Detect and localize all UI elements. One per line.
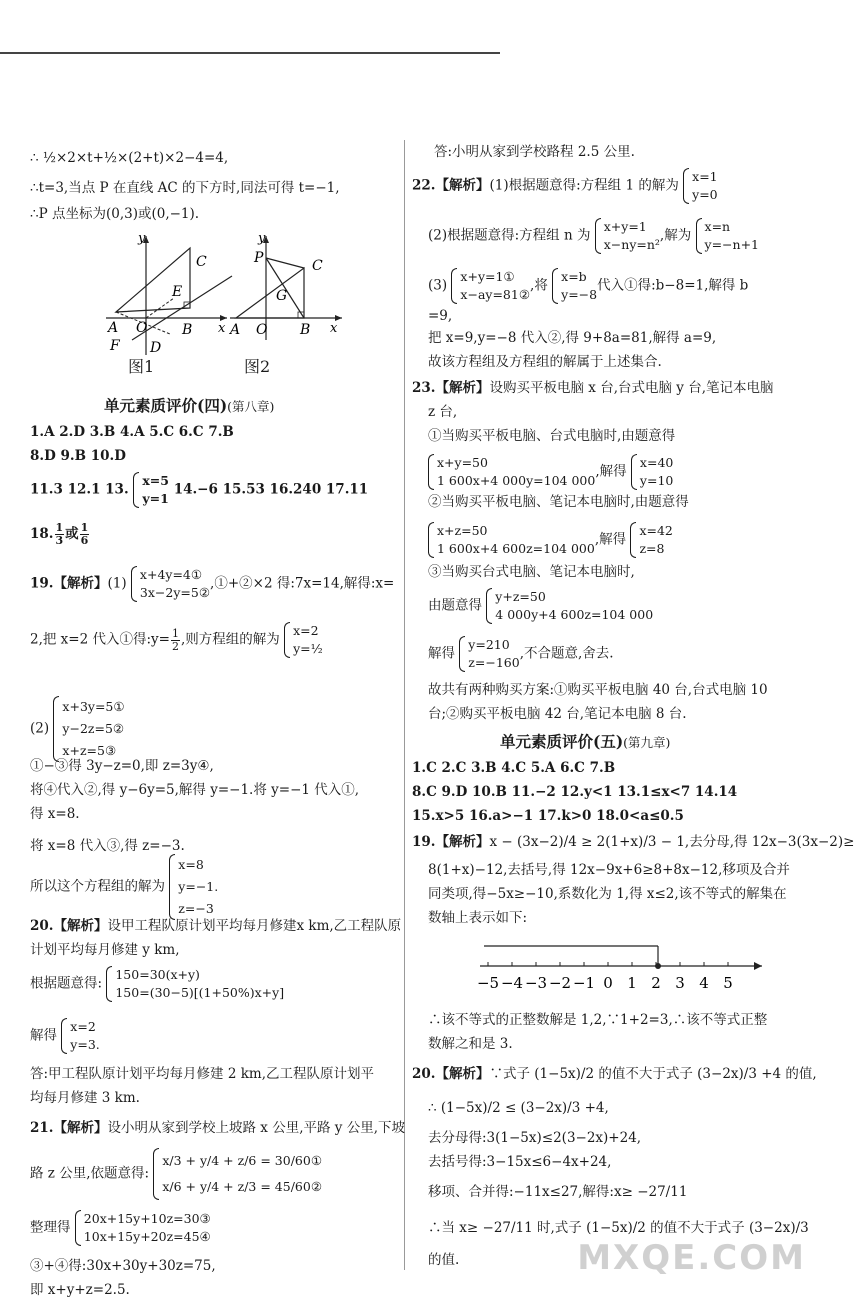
fig2-label-y: y	[257, 231, 266, 246]
eq-row: x=8	[178, 854, 218, 876]
denominator: 3	[56, 535, 64, 547]
fig2-label-o: O	[256, 322, 268, 338]
column-divider	[404, 140, 405, 1270]
q19-line1	[30, 566, 394, 602]
equation-system	[595, 218, 660, 254]
eq-row: y=3.	[70, 1036, 99, 1054]
text-line: 将 x=8 代入③,得 z=−3.	[30, 836, 185, 856]
axis-tick-label: 5	[723, 974, 733, 992]
answers-row	[30, 472, 368, 508]
fig2-label-g: G	[276, 288, 287, 304]
answers-row: 1.C 2.C 3.B 4.C 5.A 6.C 7.B	[412, 758, 615, 778]
fig1-label-b: B	[181, 322, 192, 338]
fig1-label-d: D	[149, 340, 161, 356]
text-line: 把 x=9,y=−8 代入②,得 9+8a=81,解得 a=9,	[428, 328, 716, 348]
figure-2-caption: 图2	[244, 354, 270, 377]
eq-row: x+3y=5①	[62, 696, 124, 718]
numerator: 1	[80, 522, 90, 535]
text: ,将	[530, 278, 548, 294]
equation-system	[696, 218, 760, 254]
equation-system	[459, 636, 519, 672]
text-line: 即 x+y+z=2.5.	[30, 1280, 130, 1300]
axis-tick-label: 4	[699, 974, 709, 992]
answers-text: 或	[65, 526, 79, 542]
eq-row: 150=(30−5)[(1+50%)x+y]	[115, 984, 284, 1002]
q21-line3	[30, 1210, 211, 1246]
eq-row: x=40	[640, 454, 673, 472]
answers-text: 14.−6 15.53 16.240 17.11	[174, 482, 369, 498]
text-line: ①当购买平板电脑、台式电脑时,由题意得	[428, 426, 675, 446]
numerator: 1	[171, 628, 180, 641]
q-tag: 19.【解析】	[30, 576, 108, 592]
fraction	[171, 628, 180, 653]
fig2-label-b: B	[299, 322, 310, 338]
eq-row: z=−160	[468, 654, 519, 672]
text-line: 计划平均每月修建 y km,	[30, 940, 179, 960]
figure-1	[102, 230, 232, 360]
fig1-label-o: O	[136, 320, 148, 336]
fig1-label-e: E	[171, 284, 182, 300]
equation-system	[630, 522, 672, 558]
axis-tick-label: −2	[549, 974, 571, 992]
eq-row: z=−3	[178, 898, 218, 920]
eq-row: 1 600x+4 600z=104 000	[437, 540, 595, 558]
axis-tick-label: 2	[651, 974, 661, 992]
eq-row: 20x+15y+10z=30③	[84, 1210, 211, 1228]
q21-line2	[30, 1148, 322, 1200]
axis-tick-label: 3	[675, 974, 685, 992]
eq-row: x+z=50	[437, 522, 595, 540]
eq-row: x−ay=81②	[460, 286, 530, 304]
text: 解得	[428, 646, 455, 662]
text-line: ∴ ½×2×t+½×(2+t)×2−4=4,	[30, 148, 228, 168]
equation-system	[428, 454, 595, 490]
answers-row: 8.C 9.D 10.B 11.−2 12.y<1 13.1≤x<7 14.14	[412, 782, 737, 802]
answers-row: 8.D 9.B 10.D	[30, 446, 126, 466]
answers-row	[30, 522, 90, 547]
text-line: 移项、合并得:−11x≤27,解得:x≥ −27/11	[428, 1182, 687, 1202]
text: 设小明从家到学校上坡路 x 公里,平路 y 公里,下坡	[108, 1120, 406, 1136]
eq-row: x=b	[561, 268, 597, 286]
eq-row: 4 000y+4 600z=104 000	[495, 606, 653, 624]
fig2-label-p: P	[253, 250, 264, 266]
fig2-label-c: C	[312, 258, 323, 274]
equation-system	[75, 1210, 211, 1246]
fig2-label-x: x	[330, 321, 338, 336]
text: ,则方程组的解为	[181, 632, 280, 648]
equation-system	[61, 1018, 99, 1054]
text-line: 答:小明从家到学校路程 2.5 公里.	[434, 142, 635, 162]
top-rule	[0, 52, 500, 54]
q23-sysB	[428, 522, 673, 558]
equation-system	[169, 854, 218, 920]
text-line: ③+④得:30x+30y+30z=75,	[30, 1256, 216, 1276]
text-line: ②当购买平板电脑、笔记本电脑时,由题意得	[428, 492, 689, 512]
numerator: 1	[55, 522, 65, 535]
q-tag: 23.【解析】	[412, 380, 490, 396]
eq-row: y=10	[640, 472, 673, 490]
eq-row: x+y=50	[437, 454, 595, 472]
text-line: 去分母得:3(1−5x)≤2(3−2x)+24,	[428, 1128, 641, 1148]
text: ,解为	[660, 228, 691, 244]
eq-row: y=1	[142, 490, 169, 508]
axis-tick-label: −5	[477, 974, 499, 992]
eq-row: x=5	[142, 472, 169, 490]
text-line: 8(1+x)−12,去括号,得 12x−9x+6≥8+8x−12,移项及合并	[428, 860, 790, 880]
eq-row: x+y=1①	[460, 268, 530, 286]
axis-tick-label: −4	[501, 974, 523, 992]
text-line: ∴t=3,当点 P 在直线 AC 的下方时,同法可得 t=−1,	[30, 178, 340, 198]
watermark: MXQE.COM	[577, 1238, 806, 1278]
eq-row: y=210	[468, 636, 519, 654]
text-line: 故共有两种购买方案:①购买平板电脑 40 台,台式电脑 10	[428, 680, 768, 700]
q20-line3	[30, 966, 284, 1002]
text-line: 均每月修建 3 km.	[30, 1088, 140, 1108]
equation-system	[683, 168, 718, 204]
text-line: z 台,	[428, 402, 457, 422]
eq-row: x+z=5③	[62, 740, 124, 762]
q20r-line1	[412, 1064, 817, 1084]
text: (2)根据题意得:方程组 n 为	[428, 228, 590, 244]
q-tag: 19.【解析】	[412, 834, 490, 850]
section-chapter: (第九章)	[623, 735, 670, 750]
eq-row: x=1	[692, 168, 718, 186]
text: ,①+②×2 得:7x=14,解得:x=	[210, 576, 394, 592]
q19-line2	[30, 622, 323, 658]
figure-2	[226, 230, 346, 360]
text-line: ③当购买台式电脑、笔记本电脑时,	[428, 562, 635, 582]
q-tag: 20.【解析】	[30, 918, 108, 934]
section-title-text: 单元素质评价(四)	[104, 396, 227, 415]
equation-system	[428, 522, 595, 558]
eq-row: z=8	[639, 540, 672, 558]
eq-row: x=2	[293, 622, 323, 640]
text: (2)	[30, 721, 49, 737]
text-line: 得 x=8.	[30, 804, 80, 824]
eq-row: x+4y=4①	[140, 566, 210, 584]
text: 设甲工程队原计划平均每月修建x km,乙工程队原	[108, 918, 402, 934]
axis-tick-label: 0	[603, 974, 613, 992]
q23-solC	[428, 636, 614, 672]
fig1-label-y: y	[137, 231, 146, 246]
eq-row: 3x−2y=5②	[140, 584, 210, 602]
text-line: 将④代入②,得 y−6y=5,解得 y=−1.将 y=−1 代入①,	[30, 780, 359, 800]
q19-final	[30, 854, 218, 920]
text-line: 答:甲工程队原计划平均每月修建 2 km,乙工程队原计划平	[30, 1064, 374, 1084]
eq-row: y=0	[692, 186, 718, 204]
q23-sysC	[428, 588, 653, 624]
equation-system	[631, 454, 673, 490]
text: 路 z 公里,依题意得:	[30, 1166, 149, 1182]
text-line: ①−③得 3y−z=0,即 z=3y④,	[30, 756, 214, 776]
text-line: 同类项,得−5x≥−10,系数化为 1,得 x≤2,该不等式的解集在	[428, 884, 787, 904]
fraction	[80, 522, 90, 547]
q22-line2	[428, 218, 759, 254]
fig1-label-a: A	[106, 320, 118, 336]
text-line: ∴当 x≥ −27/11 时,式子 (1−5x)/2 的值不大于式子 (3−2x)/3	[428, 1218, 809, 1238]
eq-row: x/3 + y/4 + z/6 = 30/60①	[162, 1148, 322, 1174]
answers-row: 15.x>5 16.a>−1 17.k>0 18.0<a≤0.5	[412, 806, 684, 826]
text-line: 数解之和是 3.	[428, 1034, 513, 1054]
eq-row: y=−n+1	[705, 236, 760, 254]
fraction	[55, 522, 65, 547]
text: 根据题意得:	[30, 976, 102, 992]
denominator: 2	[172, 641, 179, 653]
section-chapter: (第八章)	[227, 399, 274, 414]
text: (1)根据题意得:方程组 1 的解为	[490, 178, 679, 194]
text-line: 去括号得:3−15x≤6−4x+24,	[428, 1152, 611, 1172]
q22-line3	[428, 268, 748, 304]
text: 解得	[30, 1028, 57, 1044]
equation-system	[451, 268, 530, 304]
fig1-label-x: x	[218, 321, 226, 336]
axis-tick-label: −1	[573, 974, 595, 992]
q-tag: 22.【解析】	[412, 178, 490, 194]
text-line: ∴ (1−5x)/2 ≤ (3−2x)/3 +4,	[428, 1098, 609, 1118]
eq-row: y=−8	[561, 286, 597, 304]
answers-row: 1.A 2.D 3.B 4.A 5.C 6.C 7.B	[30, 422, 234, 442]
text-line: =9,	[428, 306, 452, 326]
text: ,不合题意,舍去.	[520, 646, 614, 662]
q-tag: 20.【解析】	[412, 1066, 490, 1082]
text-line: ∴该不等式的正整数解是 1,2,∵1+2=3,∴该不等式正整	[428, 1010, 767, 1030]
q23-line1	[412, 378, 774, 398]
eq-row: y=½	[293, 640, 323, 658]
section-title-text: 单元素质评价(五)	[500, 732, 623, 751]
answers-text: 18.	[30, 526, 54, 542]
text: x − (3x−2)/4 ≥ 2(1+x)/3 − 1,去分母,得 12x−3(3x−2)≥	[490, 834, 854, 850]
q20-line4	[30, 1018, 100, 1054]
equation-system	[486, 588, 653, 624]
text: 整理得	[30, 1220, 71, 1236]
text-line: 数轴上表示如下:	[428, 908, 527, 928]
fig1-label-c: C	[196, 254, 207, 270]
figure-1-caption: 图1	[128, 354, 154, 377]
eq-row: x=42	[639, 522, 672, 540]
equation-system	[106, 966, 284, 1002]
eq-row: x=n	[705, 218, 760, 236]
equation-system	[552, 268, 597, 304]
eq-row: y=−1.	[178, 876, 218, 898]
axis-tick-label: −3	[525, 974, 547, 992]
q22-line1	[412, 168, 718, 204]
eq-row: x=2	[70, 1018, 99, 1036]
text-line: 台;②购买平板电脑 42 台,笔记本电脑 8 台.	[428, 704, 687, 724]
answers-text: 11.3 12.1 13.	[30, 482, 129, 498]
eq-row: x/6 + y/4 + z/3 = 45/60②	[162, 1174, 322, 1200]
q19-line3	[30, 696, 125, 762]
q20-line1	[30, 916, 401, 936]
equation-system	[153, 1148, 322, 1200]
fig1-label-f: F	[109, 338, 121, 354]
q-tag: 21.【解析】	[30, 1120, 108, 1136]
equation-system	[53, 696, 124, 762]
text: 2,把 x=2 代入①得:y=	[30, 632, 170, 648]
fig2-label-a: A	[228, 322, 240, 338]
eq-row: x−ny=n²	[604, 236, 660, 254]
eq-row: 10x+15y+20z=45④	[84, 1228, 211, 1246]
eq-row: y−2z=5②	[62, 718, 124, 740]
equation-system	[131, 566, 210, 602]
text: ,解得	[595, 464, 626, 480]
text-line: ∴P 点坐标为(0,3)或(0,−1).	[30, 204, 199, 224]
eq-row: 150=30(x+y)	[115, 966, 284, 984]
text: (1)	[108, 576, 127, 592]
text-line: 的值.	[428, 1250, 459, 1270]
q21-line1	[30, 1118, 405, 1138]
equation-system	[133, 472, 169, 508]
eq-row: 1 600x+4 000y=104 000	[437, 472, 595, 490]
text: 所以这个方程组的解为	[30, 879, 165, 895]
text: ,解得	[595, 532, 626, 548]
section-title-5	[500, 730, 670, 752]
section-title-4	[104, 394, 274, 416]
equation-system	[284, 622, 323, 658]
text: (3)	[428, 278, 447, 294]
eq-row: x+y=1	[604, 218, 660, 236]
text: 设购买平板电脑 x 台,台式电脑 y 台,笔记本电脑	[490, 380, 774, 396]
eq-row: y+z=50	[495, 588, 653, 606]
denominator: 6	[81, 535, 89, 547]
text: 由题意得	[428, 598, 482, 614]
q23-sysA	[428, 454, 673, 490]
text: 代入①得:b−8=1,解得 b	[597, 278, 748, 294]
q19r-line1	[412, 832, 854, 852]
text-line: 故该方程组及方程组的解属于上述集合.	[428, 352, 662, 372]
text: ∵式子 (1−5x)/2 的值不大于式子 (3−2x)/3 +4 的值,	[490, 1066, 817, 1082]
number-line	[472, 936, 772, 1000]
axis-tick-label: 1	[627, 974, 637, 992]
